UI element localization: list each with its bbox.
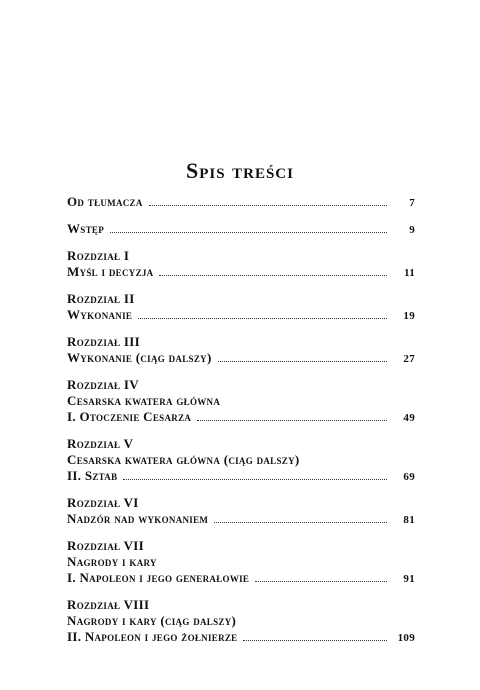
toc-line [67,570,415,587]
chapter-heading: Rozdział VI [67,495,139,510]
page-number: 69 [403,471,415,483]
toc-line [67,629,415,646]
dot-leader [218,361,387,362]
toc-entry-title: Wykonanie (ciąg dalszy) [67,350,212,365]
page-number: 109 [397,632,415,644]
dot-leader [138,318,387,319]
page-number: 91 [403,573,415,585]
page-number: 7 [409,197,415,209]
toc-entry-title: Myśl i decyzja [67,264,154,279]
page-number: 9 [409,224,415,236]
toc-entry [67,436,415,485]
chapter-subtitle: Nagrody i kary [67,554,157,569]
dot-leader [243,640,387,641]
toc-entry-title: Wykonanie [67,307,133,322]
chapter-heading: Rozdział V [67,436,134,451]
toc-entry [67,291,415,324]
toc-entry [67,538,415,587]
page-number: 49 [403,412,415,424]
dot-leader [197,420,387,421]
dot-leader [123,479,387,480]
toc-entry [67,597,415,646]
toc-entry-title: II. Napoleon i jego żołnierze [67,629,238,644]
chapter-heading: Rozdział VIII [67,597,150,612]
toc-entry-title: Od tłumacza [67,194,143,209]
dot-leader [149,205,387,206]
toc-entry [67,377,415,426]
toc-line [67,511,415,528]
toc-entry [67,495,415,528]
toc-entry-title: Nadzór nad wykonaniem [67,511,209,526]
page-number: 11 [404,267,415,279]
chapter-subtitle: Cesarska kwatera główna [67,393,221,408]
toc-line [67,221,415,238]
chapter-subtitle: Cesarska kwatera główna (ciąg dalszy) [67,452,300,467]
chapter-heading: Rozdział I [67,248,130,263]
table-of-contents [67,194,415,656]
dot-leader [110,232,387,233]
toc-entry-title: II. Sztab [67,468,118,483]
toc-line [67,468,415,485]
chapter-heading: Rozdział IV [67,377,139,392]
toc-line [67,194,415,211]
toc-entry [67,248,415,281]
toc-line [67,409,415,426]
toc-entry-title: I. Napoleon i jego generałowie [67,570,250,585]
toc-entry [67,194,415,211]
page-title: Spis treści [186,158,294,183]
page-number: 27 [403,353,415,365]
toc-entry [67,221,415,238]
dot-leader [214,522,387,523]
toc-line [67,307,415,324]
page-number: 19 [403,310,415,322]
toc-entry-title: I. Otoczenie Cesarza [67,409,192,424]
dot-leader [159,275,387,276]
toc-line [67,350,415,367]
chapter-heading: Rozdział VII [67,538,145,553]
toc-entry [67,334,415,367]
chapter-heading: Rozdział II [67,291,135,306]
toc-entry-title: Wstęp [67,221,105,236]
dot-leader [255,581,387,582]
page-number: 81 [403,514,415,526]
toc-line [67,264,415,281]
chapter-subtitle: Nagrody i kary (ciąg dalszy) [67,613,237,628]
chapter-heading: Rozdział III [67,334,140,349]
